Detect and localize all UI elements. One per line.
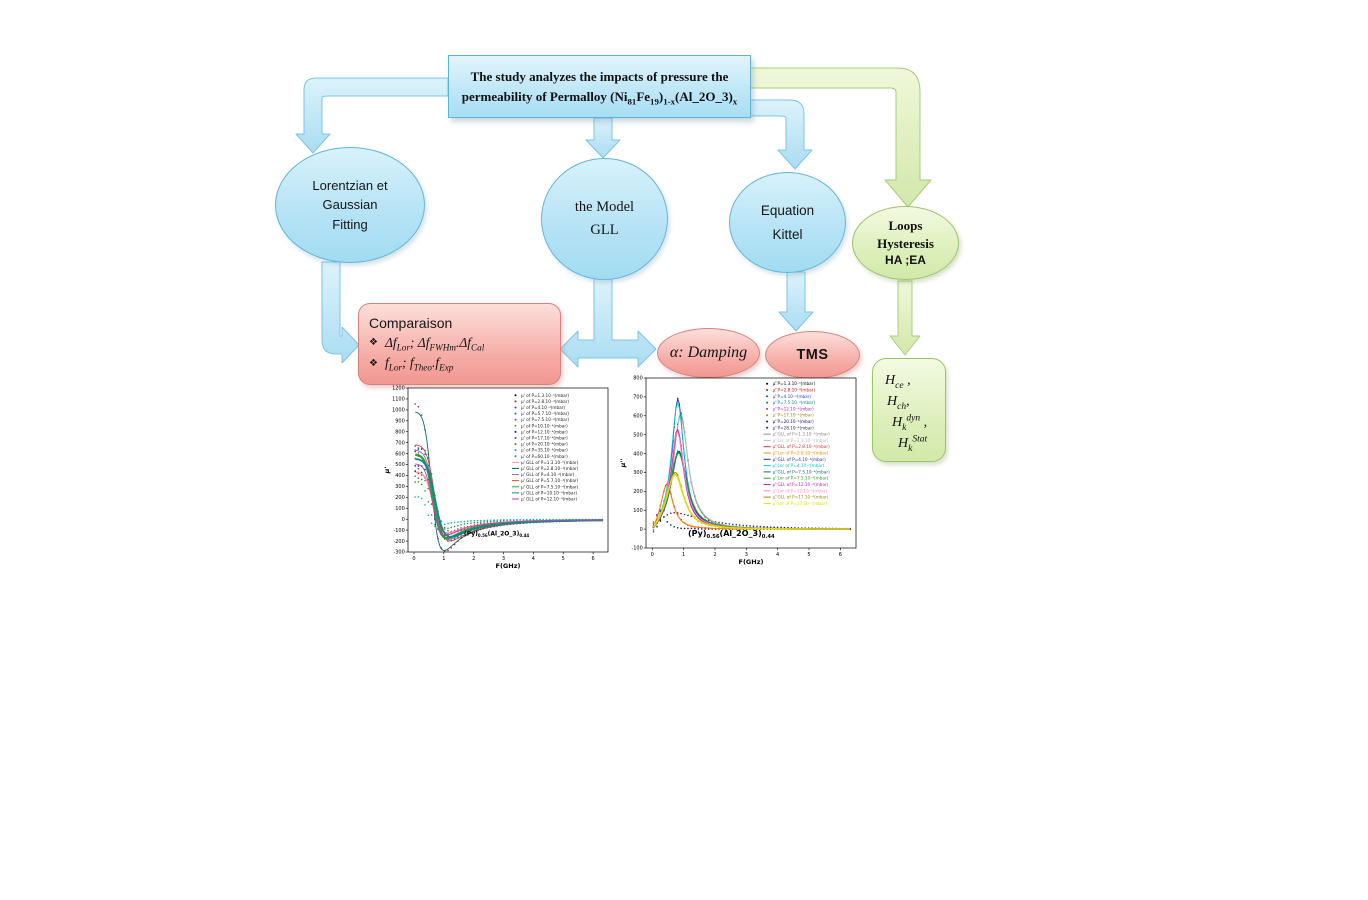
comparaison-bullet-text: $f_{Lor}$; $f_{Theo}.f_{Exp}$ — [384, 355, 454, 373]
svg-text:µ''Lor of P=17.10⁻⁴(mbar): µ''Lor of P=17.10⁻⁴(mbar) — [772, 500, 828, 506]
arrow-topbox-to-gll — [586, 118, 620, 158]
svg-text:µ''P=4.10⁻⁴(mbar): µ''P=4.10⁻⁴(mbar) — [772, 393, 812, 399]
svg-text:700: 700 — [395, 440, 405, 447]
svg-text:µ''P=20.10⁻⁴(mbar): µ''P=20.10⁻⁴(mbar) — [772, 419, 814, 424]
svg-text:µ''P=12.10⁻⁴(mbar): µ''P=12.10⁻⁴(mbar) — [772, 406, 814, 412]
svg-text:µ' of P=20.10⁻⁴(mbar): µ' of P=20.10⁻⁴(mbar) — [521, 441, 568, 447]
svg-text:µ' of P=7.5.10⁻⁴(mbar): µ' of P=7.5.10⁻⁴(mbar) — [521, 417, 570, 423]
svg-text:µ''GLL of P=1.3.10⁻⁵(mbar): µ''GLL of P=1.3.10⁻⁵(mbar) — [772, 431, 830, 437]
svg-text:(Py)0.56(Al_2O_3)0.44: $(Py)_{0.56}(Al\_2O\_3)_{0.44}$ — [464, 530, 530, 539]
svg-text:µ' GLL of P=7.5.10⁻⁴(mbar): µ' GLL of P=7.5.10⁻⁴(mbar) — [521, 484, 579, 490]
node-loops-hysteresis — [852, 206, 959, 280]
svg-text:800: 800 — [633, 375, 643, 382]
comparaison-bullet — [369, 333, 484, 353]
svg-text:µ''Lor of P=2.8.10⁻⁴(mbar): µ''Lor of P=2.8.10⁻⁴(mbar) — [772, 450, 829, 456]
svg-text:2: 2 — [713, 552, 717, 558]
svg-text:µ' GLL of P=12.10⁻⁴(mbar): µ' GLL of P=12.10⁻⁴(mbar) — [521, 496, 577, 502]
comparaison-title: Comparaison — [369, 314, 453, 331]
svg-text:µ''P=7.5.10⁻⁴(mbar): µ''P=7.5.10⁻⁴(mbar) — [772, 400, 816, 406]
svg-text:-300: -300 — [393, 549, 405, 556]
svg-text:F(GHz): F(GHz) — [495, 562, 521, 570]
result-line: $H_{ch}$, — [887, 394, 910, 412]
svg-text:µ' GLL of P=4.10⁻⁴(mbar): µ' GLL of P=4.10⁻⁴(mbar) — [521, 472, 575, 478]
arrow-gll-split-to-comparaison-and-damping — [560, 278, 656, 367]
svg-text:µ': µ' — [383, 466, 391, 474]
svg-text:800: 800 — [395, 429, 405, 436]
node-alpha-damping — [657, 328, 760, 378]
mu-imag-spectra-chart — [616, 374, 862, 574]
arrow-kittel-to-tms — [779, 272, 813, 331]
study-statement-line1: The study analyzes the impacts of pressure the — [470, 69, 729, 84]
svg-text:1: 1 — [442, 556, 446, 562]
node-line: Hysteresis — [877, 235, 934, 251]
svg-text:µ''P=28.10⁻⁴(mbar): µ''P=28.10⁻⁴(mbar) — [772, 425, 814, 431]
svg-text:µ' of P=4.10⁻⁴(mbar): µ' of P=4.10⁻⁴(mbar) — [521, 404, 566, 410]
svg-text:F(GHz): F(GHz) — [738, 558, 764, 566]
svg-text:µ' of P=10.10⁻⁴(mbar): µ' of P=10.10⁻⁴(mbar) — [521, 423, 568, 429]
result-line: $H_k^{dyn}$ , — [892, 413, 928, 433]
study-statement-box — [448, 55, 751, 118]
comparaison-bullet — [369, 353, 453, 373]
node-line: Gaussian — [322, 197, 378, 213]
svg-text:µ''Lor of P=7.5.10⁻⁴(mbar): µ''Lor of P=7.5.10⁻⁴(mbar) — [772, 475, 829, 481]
comparaison-bullet-text: $\Delta f_{Lor}$; $\Delta f_{FWHm}.\Delta f_{Cal}$ — [384, 334, 485, 353]
damping-text: α: Damping — [669, 344, 748, 361]
svg-text:1: 1 — [682, 552, 686, 558]
svg-text:µ' of P=1.3.10⁻⁵(mbar): µ' of P=1.3.10⁻⁵(mbar) — [521, 392, 570, 398]
svg-text:µ''Lor of P=12.10⁻⁴(mbar): µ''Lor of P=12.10⁻⁴(mbar) — [772, 488, 828, 494]
mu-real-spectra-chart — [381, 384, 613, 574]
svg-text:900: 900 — [395, 418, 405, 425]
svg-text:µ' of P=2.8.10⁻⁴(mbar): µ' of P=2.8.10⁻⁴(mbar) — [521, 398, 570, 404]
svg-text:µ''P=17.10⁻⁴(mbar): µ''P=17.10⁻⁴(mbar) — [772, 412, 814, 418]
svg-text:-100: -100 — [393, 527, 405, 534]
svg-text:0: 0 — [412, 556, 416, 562]
node-equation-kittel — [729, 172, 846, 273]
svg-text:µ' GLL of P=1.3.10⁻⁵(mbar): µ' GLL of P=1.3.10⁻⁵(mbar) — [521, 459, 579, 465]
svg-text:µ''GLL of P=4.10⁻⁴(mbar): µ''GLL of P=4.10⁻⁴(mbar) — [772, 456, 826, 462]
node-line: Kittel — [772, 226, 803, 242]
svg-text:4: 4 — [531, 556, 535, 562]
svg-text:µ''GLL of P=12.10⁻⁴(mbar): µ''GLL of P=12.10⁻⁴(mbar) — [772, 482, 829, 487]
diamond-bullet-icon: ❖ — [369, 337, 378, 349]
node-line: Loops — [888, 218, 923, 234]
svg-text:µ''P=2.8.10⁻⁴(mbar): µ''P=2.8.10⁻⁴(mbar) — [772, 387, 816, 393]
svg-text:µ''Lor of P=1.3.10⁻⁵(mbar): µ''Lor of P=1.3.10⁻⁵(mbar) — [772, 437, 829, 443]
svg-text:300: 300 — [395, 484, 405, 491]
svg-text:5: 5 — [561, 556, 565, 562]
svg-text:6: 6 — [838, 552, 842, 558]
svg-text:µ' GLL of P=2.8.10⁻⁴(mbar): µ' GLL of P=2.8.10⁻⁴(mbar) — [521, 465, 579, 471]
svg-text:5: 5 — [807, 552, 811, 558]
study-statement-line2: permeability of Permalloy $(Ni_{81}Fe_{19})_{1-x}(Al\_2O\_3)_x$ — [461, 88, 738, 107]
svg-text:µ''GLL of P=17.10⁻⁴(mbar): µ''GLL of P=17.10⁻⁴(mbar) — [772, 494, 829, 500]
svg-text:1000: 1000 — [392, 407, 405, 414]
node-line: Fitting — [332, 216, 368, 232]
node-anisotropy-fields — [872, 358, 946, 462]
svg-text:600: 600 — [395, 451, 405, 458]
node-comparaison — [358, 303, 561, 385]
svg-text:0: 0 — [639, 526, 643, 533]
svg-text:3: 3 — [744, 552, 748, 558]
svg-text:2: 2 — [472, 556, 476, 562]
svg-text:400: 400 — [633, 451, 643, 458]
svg-text:-200: -200 — [393, 538, 405, 545]
node-line: the Model — [574, 198, 635, 215]
node-line: HA ;EA — [885, 253, 926, 268]
svg-text:µ''GLL of P=7.5.10⁻⁴(mbar): µ''GLL of P=7.5.10⁻⁴(mbar) — [772, 469, 830, 475]
svg-text:3: 3 — [501, 556, 506, 562]
svg-text:µ''Lor of P=4.10⁻⁴(mbar): µ''Lor of P=4.10⁻⁴(mbar) — [772, 463, 825, 469]
node-line: Equation — [760, 202, 815, 218]
node-line: GLL — [590, 222, 619, 238]
result-line: $H_k^{Stat}$ — [898, 434, 928, 454]
arrow-loops-to-results — [890, 281, 920, 355]
arrow-topbox-to-lorentzian — [296, 78, 448, 153]
diamond-bullet-icon: ❖ — [369, 357, 378, 369]
svg-text:100: 100 — [633, 507, 643, 514]
svg-text:µ' of P=5.7.10⁻⁴(mbar): µ' of P=5.7.10⁻⁴(mbar) — [521, 411, 570, 417]
node-model-gll — [541, 158, 668, 280]
svg-text:400: 400 — [395, 473, 405, 480]
node-tms — [765, 331, 860, 379]
svg-text:500: 500 — [395, 462, 405, 469]
svg-text:µ' of P=12.10⁻⁴(mbar): µ' of P=12.10⁻⁴(mbar) — [521, 429, 568, 435]
result-line: $H_{ce}$ , — [885, 373, 911, 391]
svg-text:µ' GLL of P=5.7.10⁻⁴(mbar): µ' GLL of P=5.7.10⁻⁴(mbar) — [521, 478, 579, 484]
svg-text:6: 6 — [591, 556, 595, 562]
svg-text:µ''GLL of P=2.8.10⁻⁴(mbar): µ''GLL of P=2.8.10⁻⁴(mbar) — [772, 444, 830, 450]
svg-text:0: 0 — [401, 516, 405, 523]
svg-text:µ' of P=60.10⁻⁴(mbar): µ' of P=60.10⁻⁴(mbar) — [521, 453, 568, 459]
svg-text:200: 200 — [633, 489, 643, 496]
svg-text:µ''P=1.3.10⁻⁵(mbar): µ''P=1.3.10⁻⁵(mbar) — [772, 381, 816, 387]
node-lorentzian-gaussian-fitting — [275, 147, 425, 263]
svg-text:-100: -100 — [631, 545, 643, 552]
arrow-lorentzian-to-comparaison — [322, 262, 359, 363]
svg-text:1100: 1100 — [392, 396, 405, 403]
svg-text:200: 200 — [395, 495, 405, 502]
node-line: Lorentzian et — [312, 177, 388, 193]
svg-text:(Py)0.56(Al_2O_3)0.44: $(Py)_{0.56}(Al\_2O\_3)_{0.44}$ — [688, 529, 775, 541]
arrow-topbox-to-kittel — [750, 100, 812, 169]
svg-text:0: 0 — [650, 552, 654, 558]
svg-text:1200: 1200 — [392, 385, 405, 392]
svg-text:µ' of P=35.10⁻⁴(mbar): µ' of P=35.10⁻⁴(mbar) — [521, 447, 568, 453]
svg-text:100: 100 — [395, 505, 405, 512]
svg-text:µ' GLL of P=10.10⁻⁴(mbar): µ' GLL of P=10.10⁻⁴(mbar) — [521, 490, 577, 496]
svg-text:300: 300 — [633, 470, 643, 477]
svg-text:600: 600 — [633, 413, 643, 420]
tms-text: TMS — [796, 347, 829, 363]
svg-text:500: 500 — [633, 432, 643, 439]
svg-text:µ' of P=17.10⁻⁴(mbar): µ' of P=17.10⁻⁴(mbar) — [521, 435, 568, 441]
svg-text:4: 4 — [776, 552, 780, 558]
svg-text:µ'': µ'' — [619, 458, 627, 468]
svg-text:700: 700 — [633, 394, 643, 401]
